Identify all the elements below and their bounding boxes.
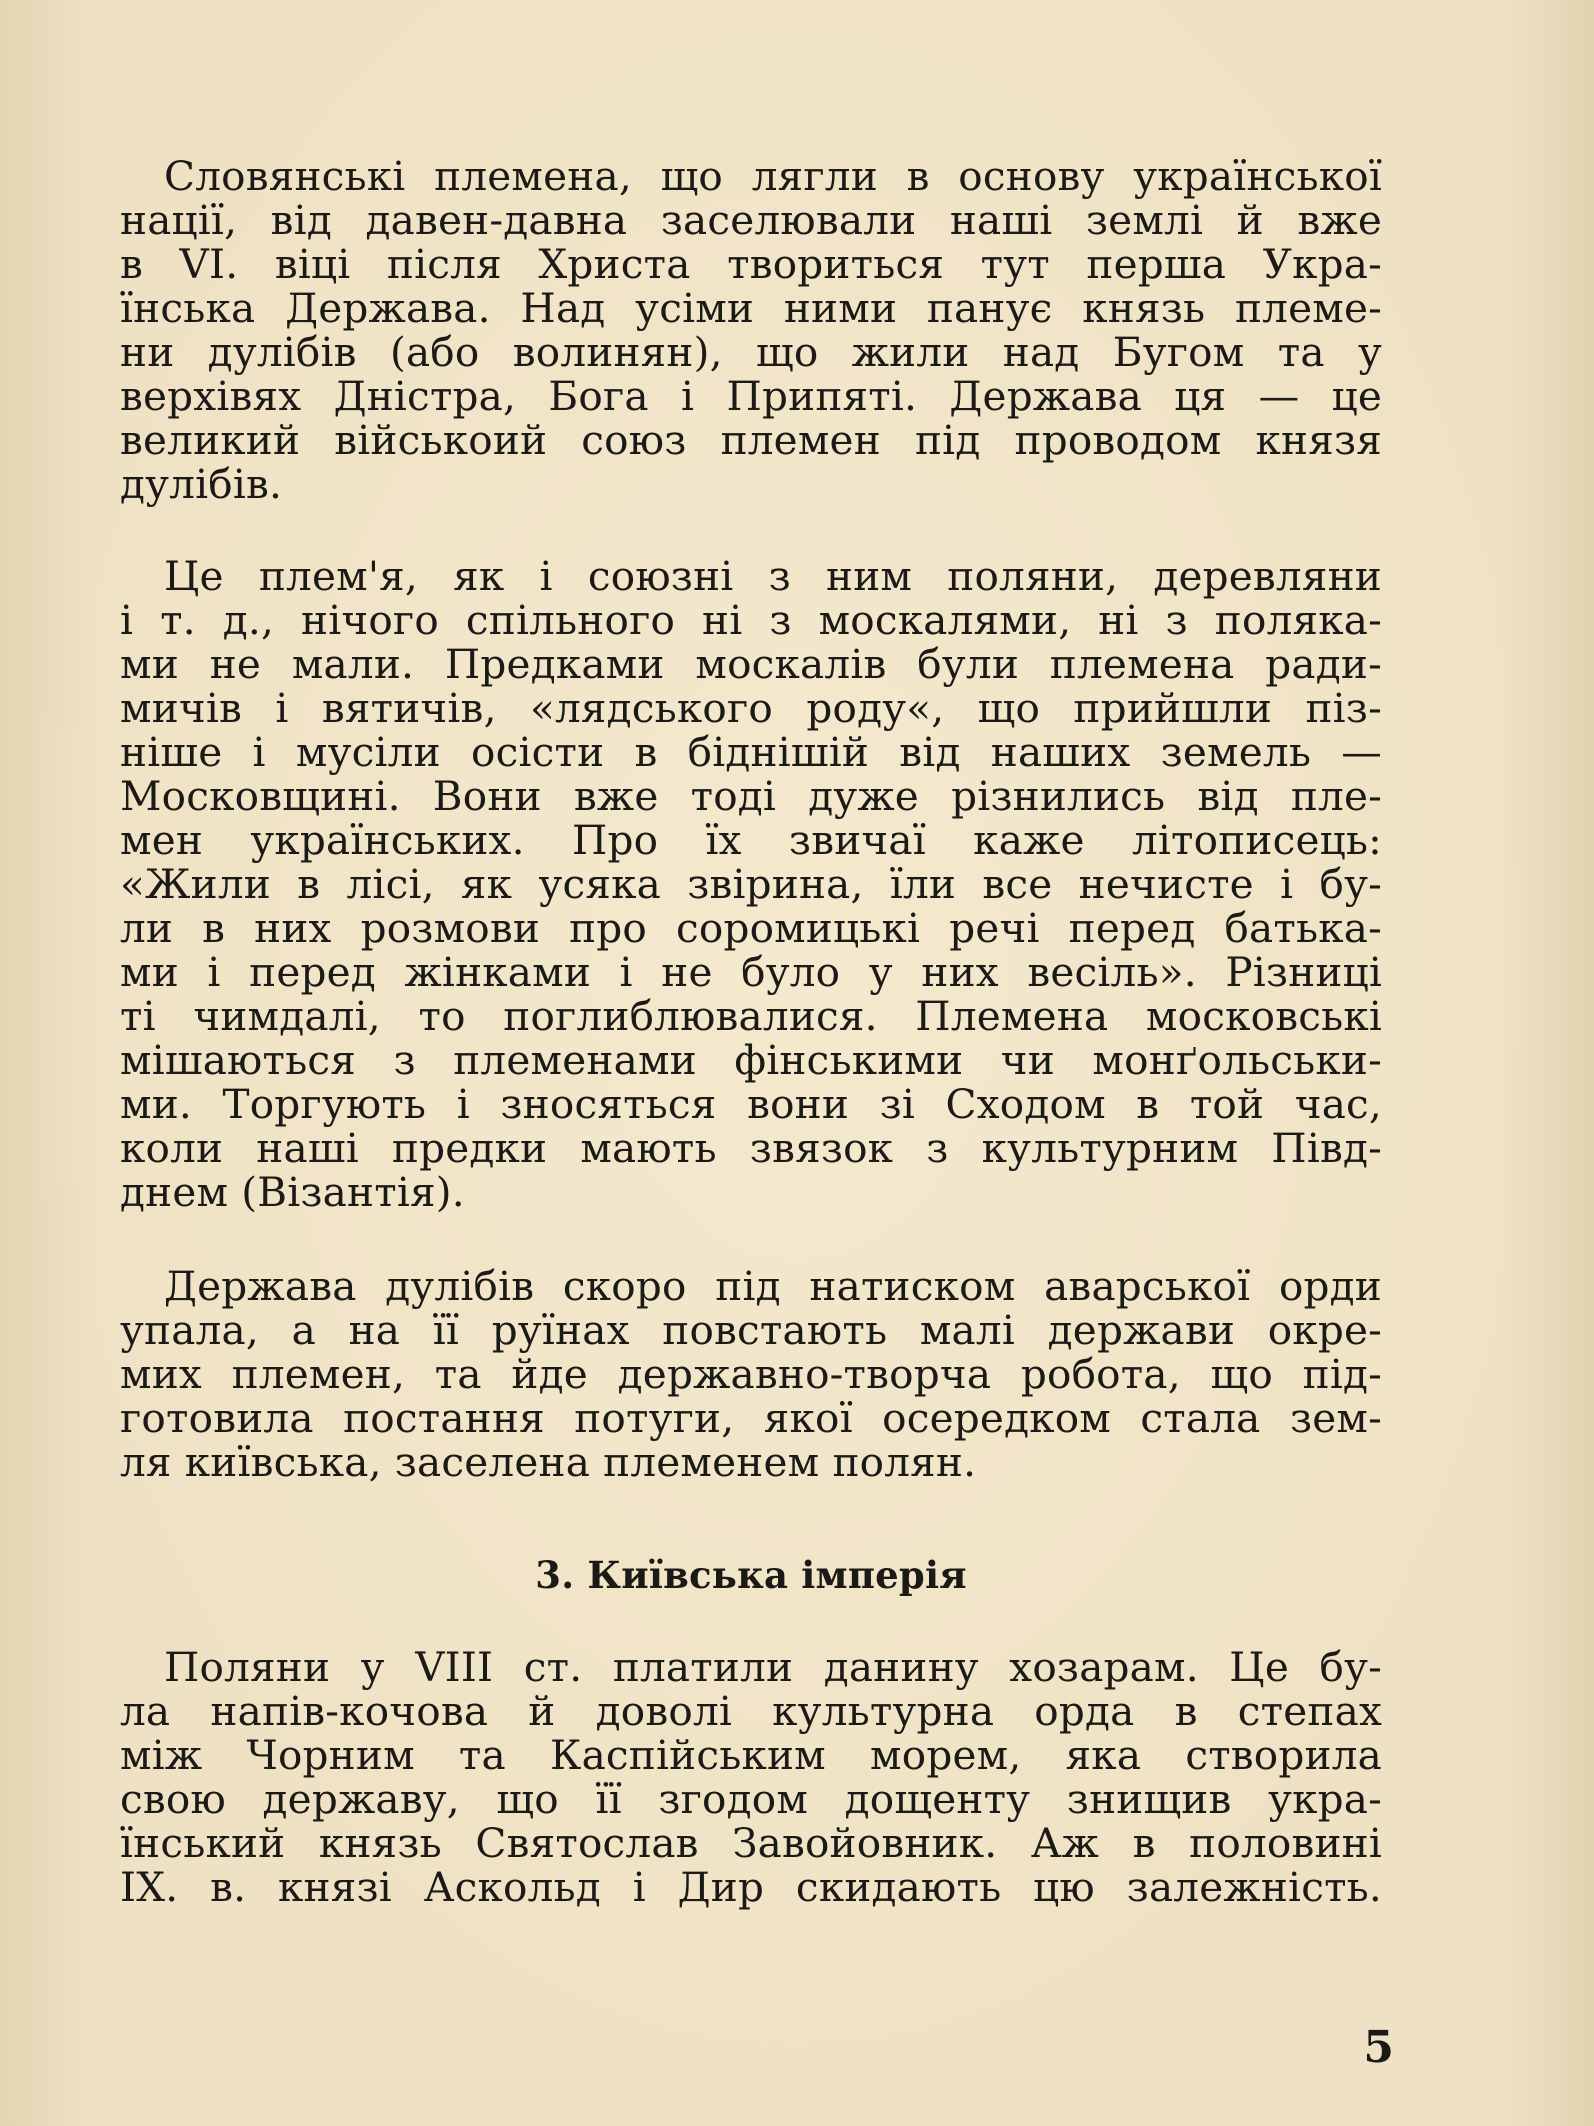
paragraph-dulib-state (120, 154, 1382, 506)
text-line: мичів і вятичів, «лядського роду«, що прийшли піз- (120, 684, 1382, 732)
text-line: готовила постання потуги, якої осередком стала зем- (120, 1394, 1382, 1442)
text-line: в VI. віці після Христа твориться тут перша Укра- (120, 240, 1382, 288)
text-line: ми. Торгують і зносяться вони зі Сходом в той час, (120, 1080, 1382, 1128)
text-line: Поляни у VIII ст. платили данину хозарам. Це бу- (164, 1643, 1382, 1691)
text-line: «Жили в лісі, як усяка звірина, їли все нечисте і бу- (120, 860, 1382, 908)
page-number: 5 (1363, 2022, 1394, 2073)
text-line: Словянські племена, що лягли в основу української (164, 152, 1382, 200)
text-line: Держава дулібів скоро під натиском аварської орди (164, 1262, 1382, 1310)
paragraph-tribes-differences (120, 554, 1382, 1214)
text-line: ті чимдалі, то поглиблювалися. Племена московські (120, 992, 1382, 1040)
text-line: дулібів. (120, 460, 283, 508)
text-line: коли наші предки мають звязок з культурним Півд- (120, 1124, 1382, 1172)
text-line: ли в них розмови про соромицькі речі перед батька- (120, 904, 1382, 952)
text-line: ни дулібів (або волинян), що жили над Бугом та у (120, 328, 1382, 376)
text-line: ла напів-кочова й доволі культурна орда в степах (120, 1687, 1382, 1735)
text-line: між Чорним та Каспійським морем, яка створила (120, 1731, 1382, 1779)
text-line: і т. д., нічого спільного ні з москалями, ні з поляка- (120, 596, 1382, 644)
paragraph-dulib-fall (120, 1264, 1382, 1484)
text-line: їнська Держава. Над усіми ними панує князь племе- (120, 284, 1382, 332)
text-line: нації, від давен-давна заселювали наші землі й вже (120, 196, 1382, 244)
text-line: мих племен, та йде державно-творча робота, що під- (120, 1350, 1382, 1398)
text-line: Московщині. Вони вже тоді дуже різнились від пле- (120, 772, 1382, 820)
text-line: Це плем'я, як і союзні з ним поляни, деревляни (164, 552, 1382, 600)
text-line: ля київська, заселена племенем полян. (120, 1438, 977, 1486)
text-line: мен українських. Про їх звичаї каже літописець: (120, 816, 1382, 864)
section-heading: 3. Київська імперія (535, 1553, 967, 1597)
text-line: їнський князь Святослав Завойовник. Аж в половині (120, 1819, 1382, 1867)
text-line: мішаються з племенами фінськими чи монґольськи- (120, 1036, 1382, 1084)
paragraph-polyany-khazars (120, 1645, 1382, 1909)
text-line: упала, а на її руїнах повстають малі держави окре- (120, 1306, 1382, 1354)
text-line: IX. в. князі Аскольд і Дир скидають цю залежність. (120, 1863, 1382, 1911)
text-line: днем (Візантія). (120, 1168, 465, 1216)
text-line: ми і перед жінками і не було у них весіль». Різниці (120, 948, 1382, 996)
text-line: свою державу, що її згодом дощенту знищив укра- (120, 1775, 1382, 1823)
text-line: ми не мали. Предками москалів були племена ради- (120, 640, 1382, 688)
text-line: ніше і мусіли осісти в біднішій від наших земель — (120, 728, 1382, 776)
text-line: великий військоий союз племен під проводом князя (120, 416, 1382, 464)
text-line: верхівях Дністра, Бога і Припяті. Держава ця — це (120, 372, 1382, 420)
